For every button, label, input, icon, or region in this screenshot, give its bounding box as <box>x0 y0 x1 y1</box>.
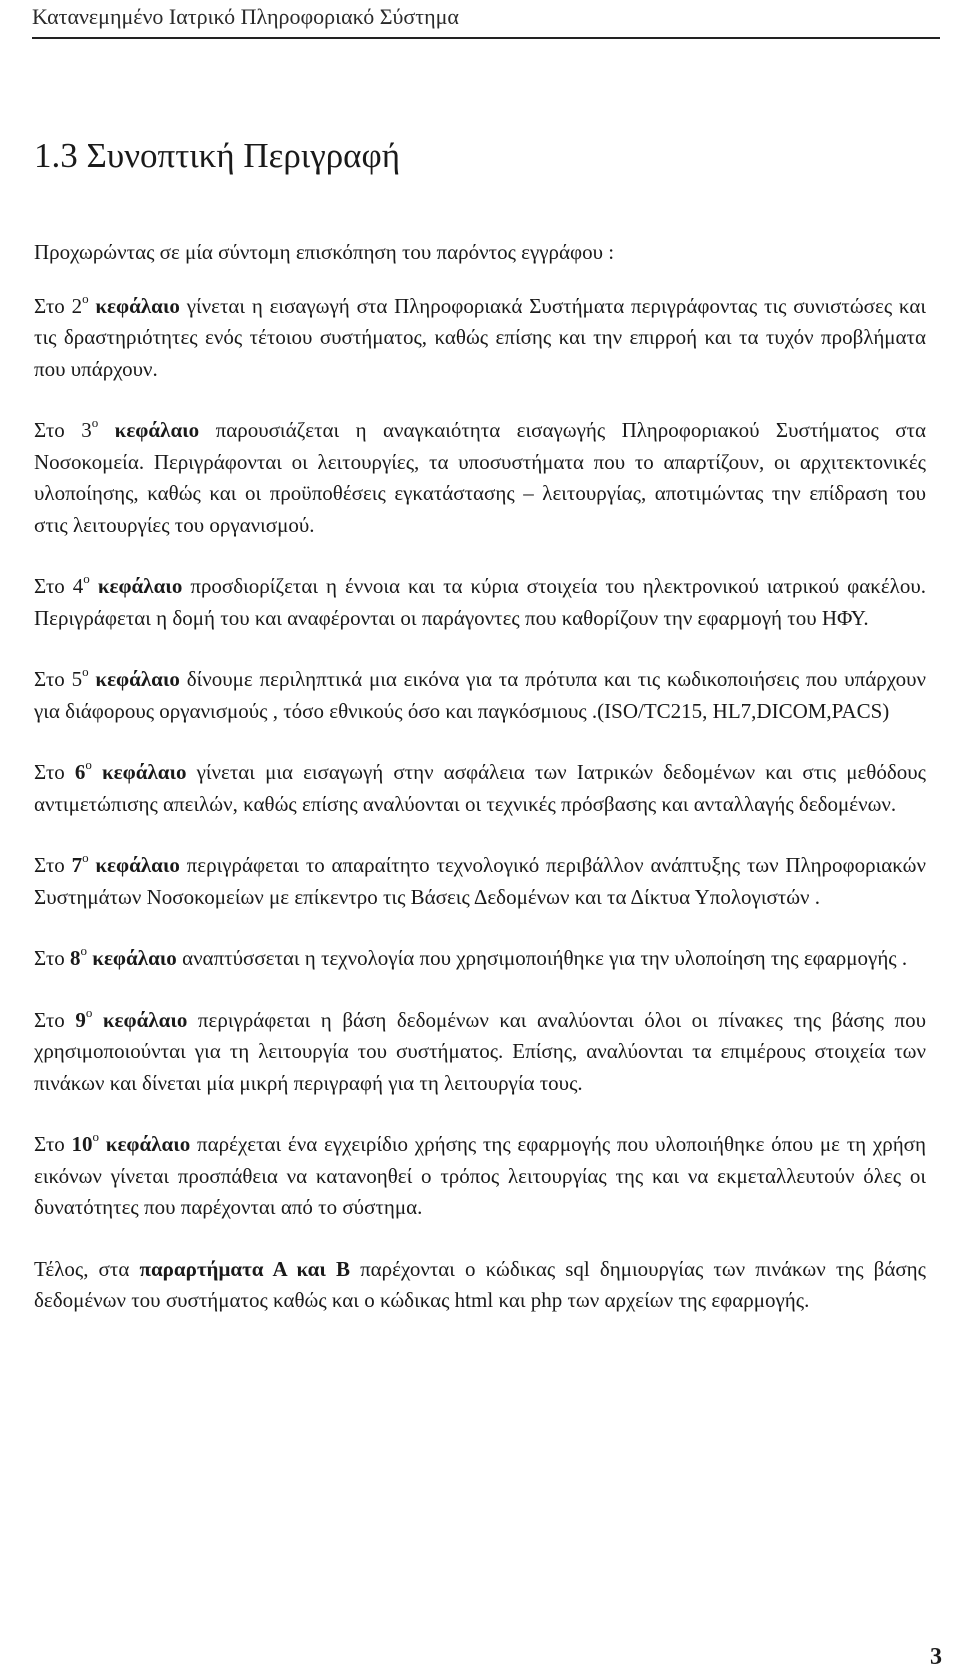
ordinal-marker: ο <box>91 415 99 430</box>
chapter-6-summary <box>34 757 926 820</box>
chapter-keyword: κεφάλαιο <box>95 667 180 691</box>
chapter-prefix: Στο <box>34 946 71 970</box>
ordinal-marker: ο <box>82 850 89 865</box>
chapter-keyword: κεφάλαιο <box>114 418 200 442</box>
ordinal-marker: ο <box>85 757 92 772</box>
chapter-description: αναπτύσσεται η τεχνολογία που χρησιμοποιήθηκε για την υλοποίηση της εφαρμογής . <box>176 946 908 970</box>
chapter-prefix: Στο <box>34 1007 76 1032</box>
chapter-9-summary <box>34 1005 926 1100</box>
chapter-number: 7 <box>71 853 83 877</box>
appendix-summary <box>34 1254 926 1317</box>
ordinal-marker: ο <box>82 664 89 679</box>
appendix-description: παρέχονται ο κώδικας sql δημιουργίας των πινάκων της βάσης δεδομένων του συστήματος καθώς και ο κώδικας html και php των αρχείων της εφαρμογής. <box>34 1256 926 1312</box>
chapter-5-summary <box>34 664 926 727</box>
appendix-prefix: Τέλος, στα <box>34 1256 140 1281</box>
ordinal-marker: ο <box>83 571 90 586</box>
chapter-prefix: Στο <box>34 760 75 784</box>
chapter-number: 9 <box>75 1007 86 1032</box>
chapter-keyword: κεφάλαιο <box>102 760 187 784</box>
chapter-prefix: Στο <box>34 853 72 877</box>
chapter-7-summary <box>34 850 926 913</box>
chapter-number: 8 <box>70 946 81 970</box>
chapter-keyword: κεφάλαιο <box>92 946 177 970</box>
ordinal-marker: ο <box>92 1129 100 1144</box>
ordinal-marker: ο <box>80 943 88 958</box>
chapter-prefix: Στο 5 <box>34 667 83 691</box>
chapter-description: γίνεται μια εισαγωγή στην ασφάλεια των Ιατρικών δεδομένων και στις μεθόδους αντιμετώπισης απειλών, καθώς επίσης αναλύονται οι τεχνικές πρόσβασης και ανταλλαγής δεδομένων. <box>34 760 926 816</box>
chapter-description: προσδιορίζεται η έννοια και τα κύρια στοιχεία του ηλεκτρονικού ιατρικού φακέλου. Περιγράφεται η δομή του και αναφέρονται οι παράγοντες που καθορίζουν την εφαρμογή του ΗΦΥ. <box>34 574 926 630</box>
intro-paragraph: Προχωρώντας σε μία σύντομη επισκόπηση του παρόντος εγγράφου : <box>34 240 615 264</box>
chapter-description: γίνεται η εισαγωγή στα Πληροφοριακά Συστήματα περιγράφοντας τις συνιστώσες και τις δραστηριότητες ενός τέτοιου συστήματος, καθώς επίσης και την επιρροή και τα τυχόν προβλήματα που υπάρχουν. <box>34 293 926 381</box>
ordinal-marker: ο <box>82 290 89 306</box>
running-header: Κατανεμημένο Ιατρικό Πληροφοριακό Σύστημα <box>32 4 459 29</box>
chapter-prefix: Στο <box>34 1132 72 1156</box>
chapter-prefix: Στο 4 <box>34 574 84 598</box>
chapter-description: παρέχεται ένα εγχειρίδιο χρήσης της εφαρμογής που υλοποιήθηκε όπου με τη χρήση εικόνων γίνεται προσπάθεια να κατανοηθεί ο τρόπος λειτουργίας της και να εκμεταλλευτούν όλες οι δυνατότητες που παρέχονται από το σύστημα. <box>34 1132 926 1219</box>
chapter-description: περιγράφεται το απαραίτητο τεχνολογικό περιβάλλον ανάπτυξης των Πληροφοριακών Συστημάτων Νοσοκομείων με επίκεντρο τις Βάσεις Δεδομένων και τα Δίκτυα Υπολογιστών . <box>34 853 926 909</box>
chapter-prefix: Στο 2 <box>34 293 83 318</box>
chapter-8-summary <box>34 943 926 975</box>
chapter-description: δίνουμε περιληπτικά μια εικόνα για τα πρότυπα και τις κωδικοποιήσεις που υπάρχουν για διάφορους οργανισμούς , τόσο εθνικούς όσο και παγκόσμιους .(ISO/TC215, HL7,DICOM,PACS) <box>34 667 926 723</box>
chapter-number: 6 <box>74 760 86 784</box>
chapter-3-summary <box>34 415 926 541</box>
chapter-description: περιγράφεται η βάση δεδομένων και αναλύονται όλοι οι πίνακες της βάσης που χρησιμοποιούνται για τη λειτουργία του συστήματος. Επίσης, αναλύονται τα επιμέρους στοιχεία των πινάκων και δίνεται μία μικρή περιγραφή για τη λειτουργία τους. <box>34 1007 926 1095</box>
ordinal-marker: ο <box>85 1004 93 1020</box>
chapter-keyword: κεφάλαιο <box>95 293 180 318</box>
appendix-keyword: παραρτήματα Α και Β <box>139 1256 350 1281</box>
chapter-number: 10 <box>71 1132 93 1156</box>
chapter-description: παρουσιάζεται η αναγκαιότητα εισαγωγής Πληροφοριακού Συστήματος στα Νοσοκομεία. Περιγράφονται οι λειτουργίες, τα υποσυστήματα που το απαρτίζουν, οι αρχιτεκτονικές υλοποίησης, καθώς και οι προϋποθέσεις εγκατάστασης – λειτουργίας, αποτιμώντας την επίδραση του στις λειτουργίες του οργανισμού. <box>34 418 926 537</box>
chapter-keyword: κεφάλαιο <box>95 853 180 877</box>
page-number: 3 <box>930 1644 942 1670</box>
chapter-prefix: Στο 3 <box>34 418 92 442</box>
chapter-keyword: κεφάλαιο <box>102 1007 188 1032</box>
body-content <box>34 237 926 1347</box>
chapter-4-summary <box>34 571 926 634</box>
chapter-2-summary <box>34 291 926 386</box>
section-title: 1.3 Συνοπτική Περιγραφή <box>34 136 400 175</box>
chapter-keyword: κεφάλαιο <box>105 1132 191 1156</box>
chapter-keyword: κεφάλαιο <box>97 574 183 598</box>
chapter-10-summary <box>34 1129 926 1224</box>
header-divider <box>32 37 940 39</box>
